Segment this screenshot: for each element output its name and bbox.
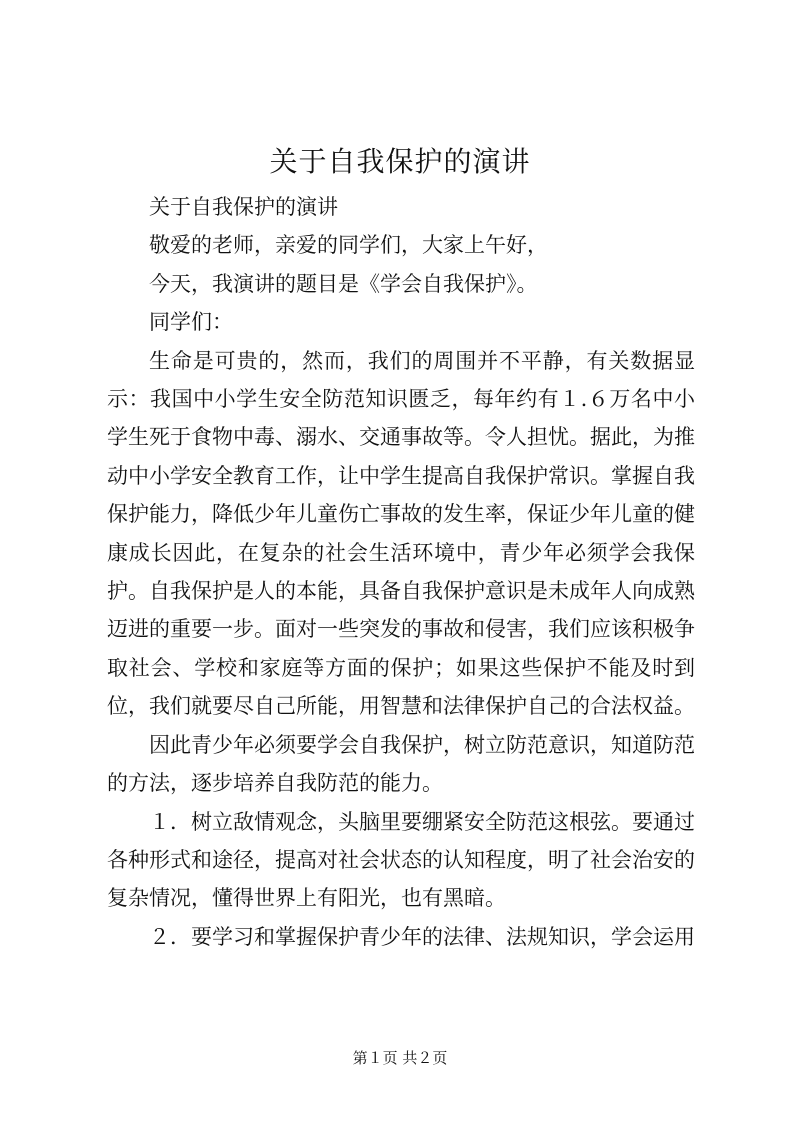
document-body (107, 188, 695, 956)
paragraph-point-2: ２．要学习和掌握保护青少年的法律、法规知识，学会运用 (149, 924, 695, 949)
paragraph-greeting: 敬爱的老师，亲爱的同学们，大家上午好， (149, 233, 548, 258)
paragraph-address: 同学们： (149, 310, 233, 335)
paragraph-heading-repeat: 关于自我保护的演讲 (149, 195, 338, 219)
paragraph-topic: 今天，我演讲的题目是《学会自我保护》。 (149, 271, 538, 296)
paragraph-conclusion: 因此青少年必须要学会自我保护，树立防范意识，知道防范的方法，逐步培养自我防范的能力。 (107, 732, 695, 796)
document-title: 关于自我保护的演讲 (269, 145, 531, 178)
paragraph-main: 生命是可贵的，然而，我们的周围并不平静，有关数据显示：我国中小学生安全防范知识匮乏，每年约有１.６万名中小学生死于食物中毒、溺水、交通事故等。令人担忧。据此，为推动中小学安全教育工作，让中学生提高自我保护常识。掌握自我保护能力，降低少年儿童伤亡事故的发生率，保证少年儿童的健康成长因此，在复杂的社会生活环境中，青少年必须学会我保护。自我保护是人的本能，具备自我保护意识是未成年人向成熟迈进的重要一步。面对一些突发的事故和侵害，我们应该积极争取社会、学校和家庭等方面的保护；如果这些保护不能及时到位，我们就要尽自己所能，用智慧和法律保护自己的合法权益。 (107, 348, 695, 719)
page-footer: 第１页 共２页 (352, 1049, 448, 1067)
paragraph-point-1: １．树立敌情观念，头脑里要绷紧安全防范这根弦。要通过各种形式和途径，提高对社会状态的认知程度，明了社会治安的复杂情况，懂得世界上有阳光，也有黑暗。 (107, 809, 695, 911)
